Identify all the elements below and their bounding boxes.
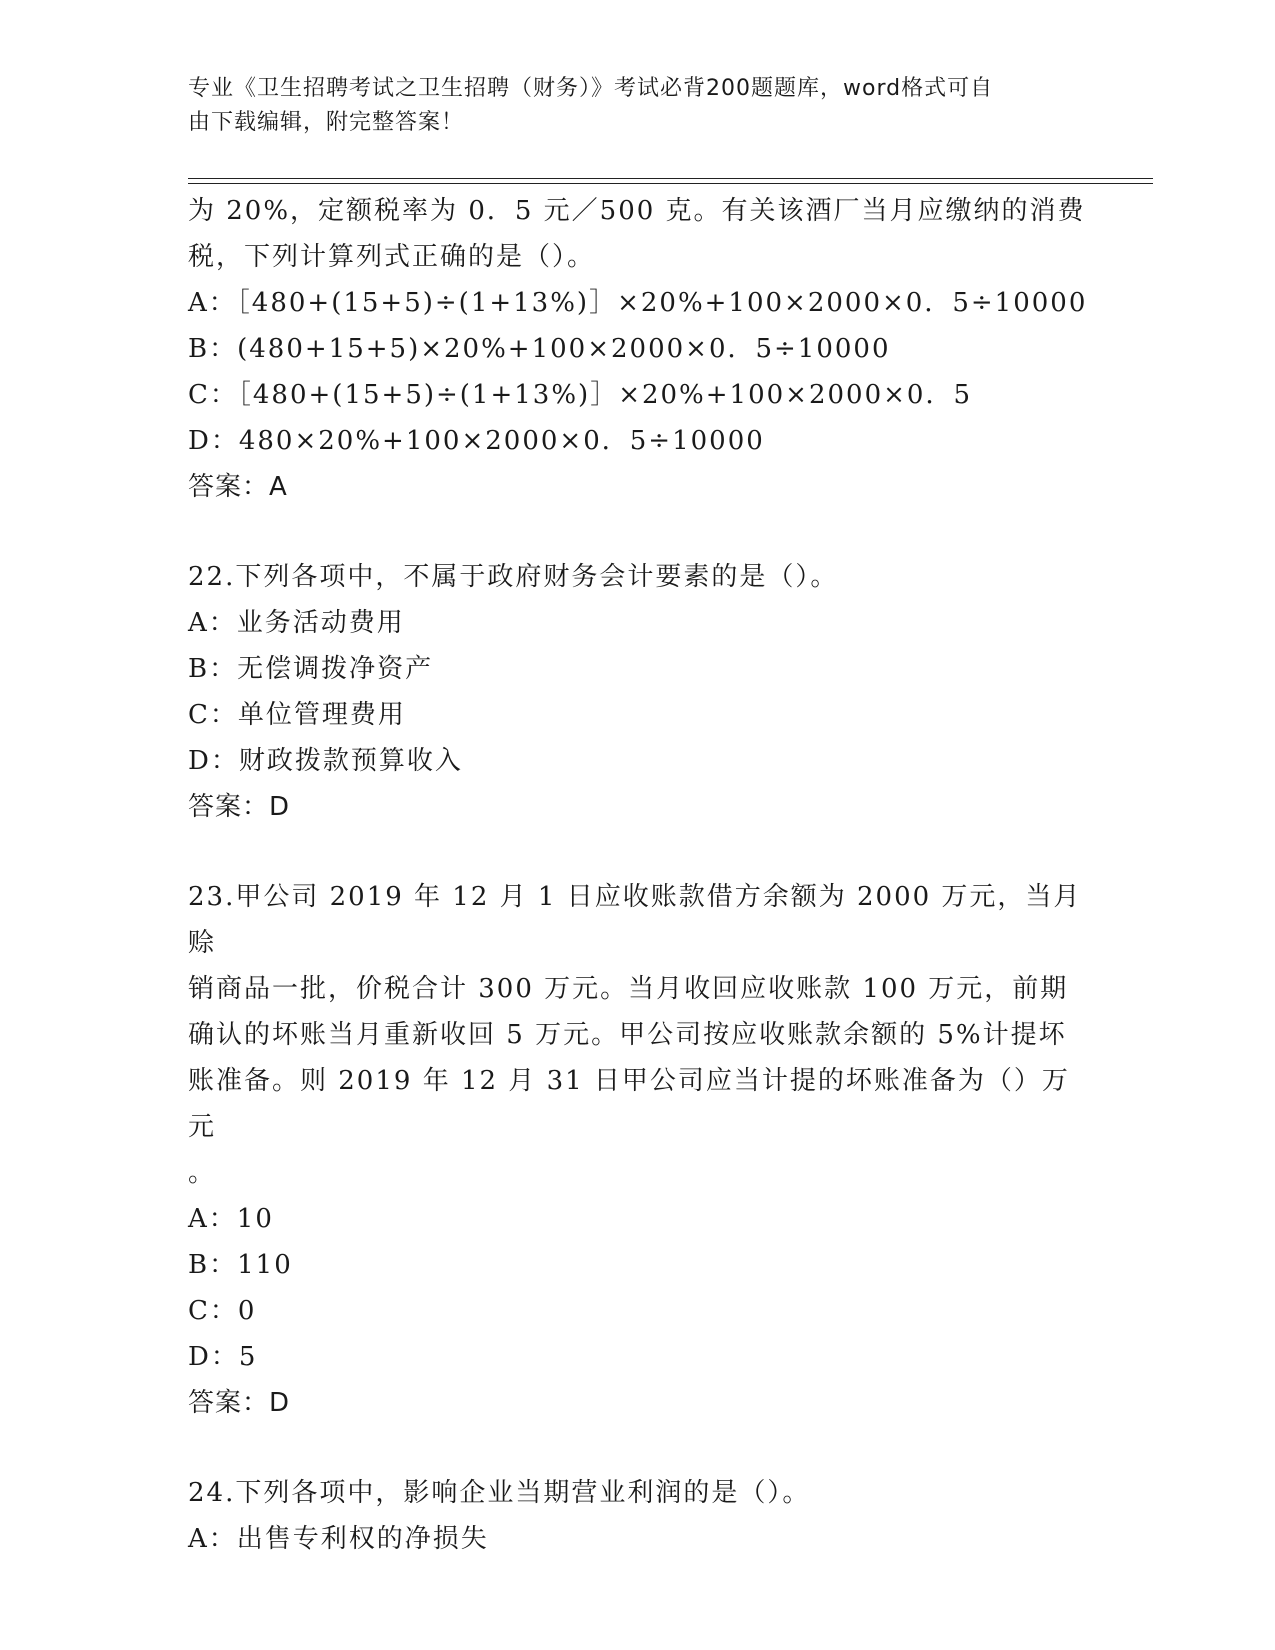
header-title-line-2: 由下载编辑，附完整答案！ xyxy=(188,110,465,135)
question-22 xyxy=(188,554,1088,830)
question-spacer xyxy=(188,830,1088,874)
question-stem-line: 税，下列计算列式正确的是（）。 xyxy=(188,242,596,272)
option-a: A：10 xyxy=(188,1204,274,1234)
question-stem-line: 销商品一批，价税合计 300 万元。当月收回应收账款 100 万元，前期 xyxy=(188,974,1069,1004)
option-d: D：财政拨款预算收入 xyxy=(188,746,463,776)
question-spacer xyxy=(188,1426,1088,1470)
question-stem-line: 账准备。则 2019 年 12 月 31 日甲公司应当计提的坏账准备为（）万元 xyxy=(188,1066,1070,1142)
header-title-line-1: 专业《卫生招聘考试之卫生招聘（财务）》考试必背200题题库，word格式可自 xyxy=(188,76,994,101)
question-stem-line: 。 xyxy=(188,1158,217,1188)
question-stem-line: 确认的坏账当月重新收回 5 万元。甲公司按应收账款余额的 5%计提坏 xyxy=(188,1020,1067,1050)
document-header xyxy=(188,72,1068,140)
question-stem-line: 23.甲公司 2019 年 12 月 1 日应收账款借方余额为 2000 万元，当月赊 xyxy=(188,882,1082,958)
option-a: A：业务活动费用 xyxy=(188,608,405,638)
option-a: A：［480+(15+5)÷(1+13%)］×20%+100×2000×0．5÷10000 xyxy=(188,288,1088,318)
header-divider-top xyxy=(188,178,1153,179)
question-23 xyxy=(188,874,1088,1426)
option-d: D：5 xyxy=(188,1342,258,1372)
question-stem-line: 22.下列各项中，不属于政府财务会计要素的是（）。 xyxy=(188,562,839,592)
answer-label: 答案：A xyxy=(188,472,288,502)
question-21 xyxy=(188,188,1088,510)
answer-label: 答案：D xyxy=(188,1388,291,1418)
option-c: C：［480+(15+5)÷(1+13%)］×20%+100×2000×0．5 xyxy=(188,380,972,410)
option-b: B：(480+15+5)×20%+100×2000×0．5÷10000 xyxy=(188,334,891,364)
question-stem-line: 24.下列各项中，影响企业当期营业利润的是（）。 xyxy=(188,1478,811,1508)
header-divider-bottom xyxy=(188,183,1153,184)
option-c: C：0 xyxy=(188,1296,257,1326)
option-a: A：出售专利权的净损失 xyxy=(188,1524,489,1554)
option-d: D：480×20%+100×2000×0．5÷10000 xyxy=(188,426,765,456)
question-spacer xyxy=(188,510,1088,554)
question-content xyxy=(188,188,1088,1562)
question-stem-line: 为 20%，定额税率为 0．5 元／500 克。有关该酒厂当月应缴纳的消费 xyxy=(188,196,1086,226)
question-24 xyxy=(188,1470,1088,1562)
option-b: B：110 xyxy=(188,1250,293,1280)
option-b: B：无偿调拨净资产 xyxy=(188,654,434,684)
option-c: C：单位管理费用 xyxy=(188,700,406,730)
answer-label: 答案：D xyxy=(188,792,291,822)
